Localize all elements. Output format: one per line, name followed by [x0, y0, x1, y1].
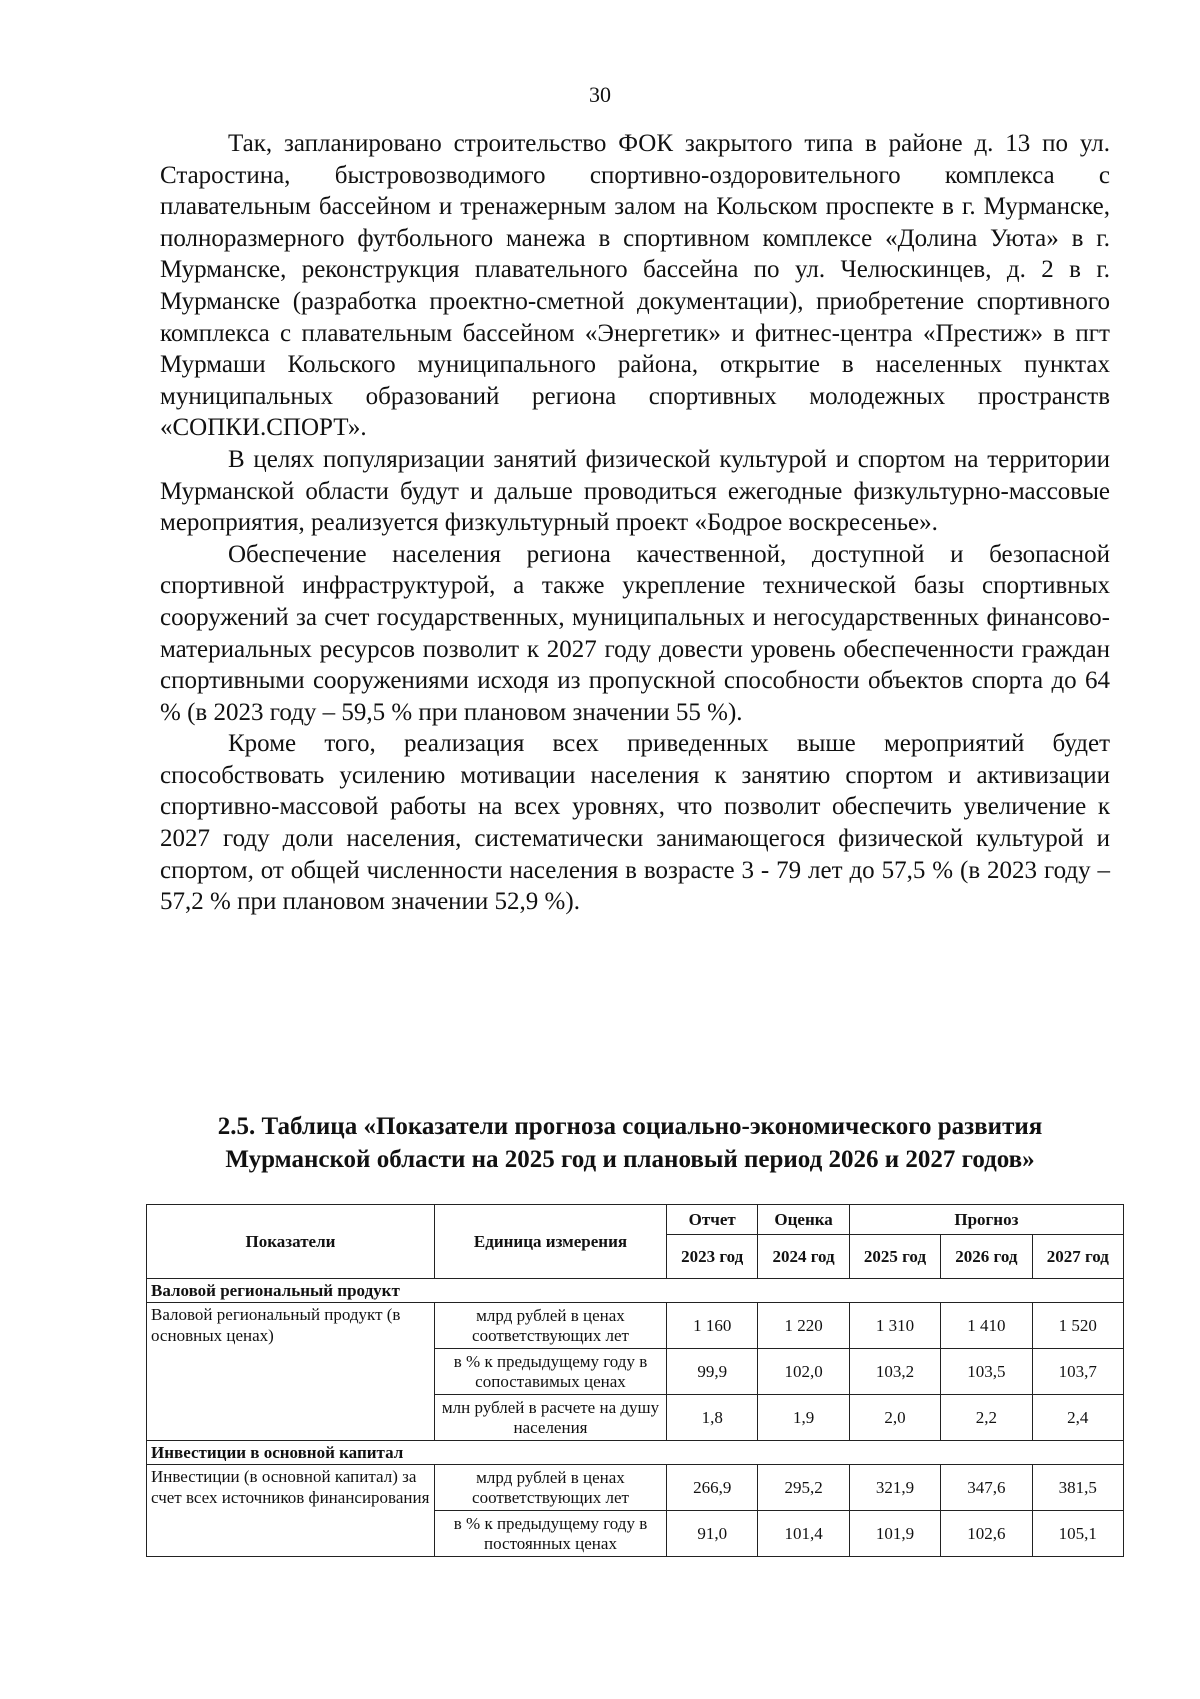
value-cell: 266,9 [667, 1465, 758, 1511]
value-cell: 1 220 [758, 1303, 849, 1349]
value-cell: 102,0 [758, 1349, 849, 1395]
value-cell: 2,2 [941, 1395, 1032, 1441]
value-cell: 2,4 [1032, 1395, 1123, 1441]
header-forecast: Прогноз [849, 1205, 1123, 1235]
value-cell: 321,9 [849, 1465, 940, 1511]
header-year: 2025 год [849, 1235, 940, 1279]
table-row [147, 1465, 1124, 1511]
table-section-row [147, 1441, 1124, 1465]
value-cell: 91,0 [667, 1511, 758, 1557]
page-number: 30 [589, 82, 611, 107]
indicator-cell: Инвестиции (в основной капитал) за счет всех источников финансирования [147, 1465, 435, 1557]
section-title-line: Мурманской области на 2025 год и плановый период 2026 и 2027 годов» [225, 1146, 1035, 1173]
value-cell: 1 160 [667, 1303, 758, 1349]
forecast-table [146, 1204, 1124, 1557]
section-title-line: 2.5. Таблица «Показатели прогноза социально-экономического развития [217, 1113, 1043, 1140]
unit-cell: млрд рублей в ценах соответствующих лет [435, 1465, 667, 1511]
header-report: Отчет [667, 1205, 758, 1235]
header-year: 2024 год [758, 1235, 849, 1279]
value-cell: 381,5 [1032, 1465, 1123, 1511]
table-row [147, 1303, 1124, 1349]
body-text [160, 128, 1110, 918]
value-cell: 103,7 [1032, 1349, 1123, 1395]
value-cell: 1 410 [941, 1303, 1032, 1349]
section-heading: Валовой региональный продукт [147, 1279, 1124, 1303]
value-cell: 1 310 [849, 1303, 940, 1349]
value-cell: 295,2 [758, 1465, 849, 1511]
value-cell: 2,0 [849, 1395, 940, 1441]
unit-cell: в % к предыдущему году в сопоставимых ценах [435, 1349, 667, 1395]
header-year: 2023 год [667, 1235, 758, 1279]
header-year: 2027 год [1032, 1235, 1123, 1279]
value-cell: 101,9 [849, 1511, 940, 1557]
paragraph: Обеспечение населения региона качественной, доступной и безопасной спортивной инфраструктурой, а также укрепление технической базы спортивных сооружений за счет государственных, муниципальных и негосударственных финансово-материальных ресурсов позволит к 2027 году довести уровень обеспеченности граждан спортивными сооружениями исходя из пропускной способности объектов спорта до 64 % (в 2023 году – 59,5 % при плановом значении 55 %). [160, 540, 1110, 726]
value-cell: 102,6 [941, 1511, 1032, 1557]
header-estimate: Оценка [758, 1205, 849, 1235]
value-cell: 347,6 [941, 1465, 1032, 1511]
value-cell: 105,1 [1032, 1511, 1123, 1557]
value-cell: 99,9 [667, 1349, 758, 1395]
section-title [150, 1110, 1110, 1176]
unit-cell: млн рублей в расчете на душу населения [435, 1395, 667, 1441]
value-cell: 1,8 [667, 1395, 758, 1441]
table-section-row [147, 1279, 1124, 1303]
header-year: 2026 год [941, 1235, 1032, 1279]
paragraph: Кроме того, реализация всех приведенных выше мероприятий будет способствовать усилению мотивации населения к занятию спортом и активизации спортивно-массовой работы на всех уровнях, что позволит обеспечить увеличение к 2027 году доли населения, систематически занимающегося физической культурой и спортом, от общей численности населения в возрасте 3 - 79 лет до 57,5 % (в 2023 году – 57,2 % при плановом значении 52,9 %). [160, 730, 1110, 916]
header-indicators: Показатели [147, 1205, 435, 1279]
section-heading: Инвестиции в основной капитал [147, 1441, 1124, 1465]
table-header-row [147, 1205, 1124, 1235]
header-unit: Единица измерения [435, 1205, 667, 1279]
unit-cell: в % к предыдущему году в постоянных ценах [435, 1511, 667, 1557]
value-cell: 103,5 [941, 1349, 1032, 1395]
value-cell: 1 520 [1032, 1303, 1123, 1349]
unit-cell: млрд рублей в ценах соответствующих лет [435, 1303, 667, 1349]
paragraph: Так, запланировано строительство ФОК закрытого типа в районе д. 13 по ул. Старостина, быстровозводимого спортивно-оздоровительного комплекса с плавательным бассейном и тренажерным залом на Кольском проспекте в г. Мурманске, полноразмерного футбольного манежа в спортивном комплексе «Долина Уюта» в г. Мурманске, реконструкция плавательного бассейна по ул. Челюскинцев, д. 2 в г. Мурманске (разработка проектно-сметной документации), приобретение спортивного комплекса с плавательным бассейном «Энергетик» и фитнес-центра «Престиж» в пгт Мурмаши Кольского муниципального района, открытие в населенных пунктах муниципальных образований региона спортивных молодежных пространств «СОПКИ.СПОРТ». [160, 130, 1110, 442]
value-cell: 1,9 [758, 1395, 849, 1441]
indicator-cell: Валовой региональный продукт (в основных ценах) [147, 1303, 435, 1441]
value-cell: 103,2 [849, 1349, 940, 1395]
value-cell: 101,4 [758, 1511, 849, 1557]
paragraph: В целях популяризации занятий физической культурой и спортом на территории Мурманской области будут и дальше проводиться ежегодные физкультурно-массовые мероприятия, реализуется физкультурный проект «Бодрое воскресенье». [160, 445, 1110, 537]
